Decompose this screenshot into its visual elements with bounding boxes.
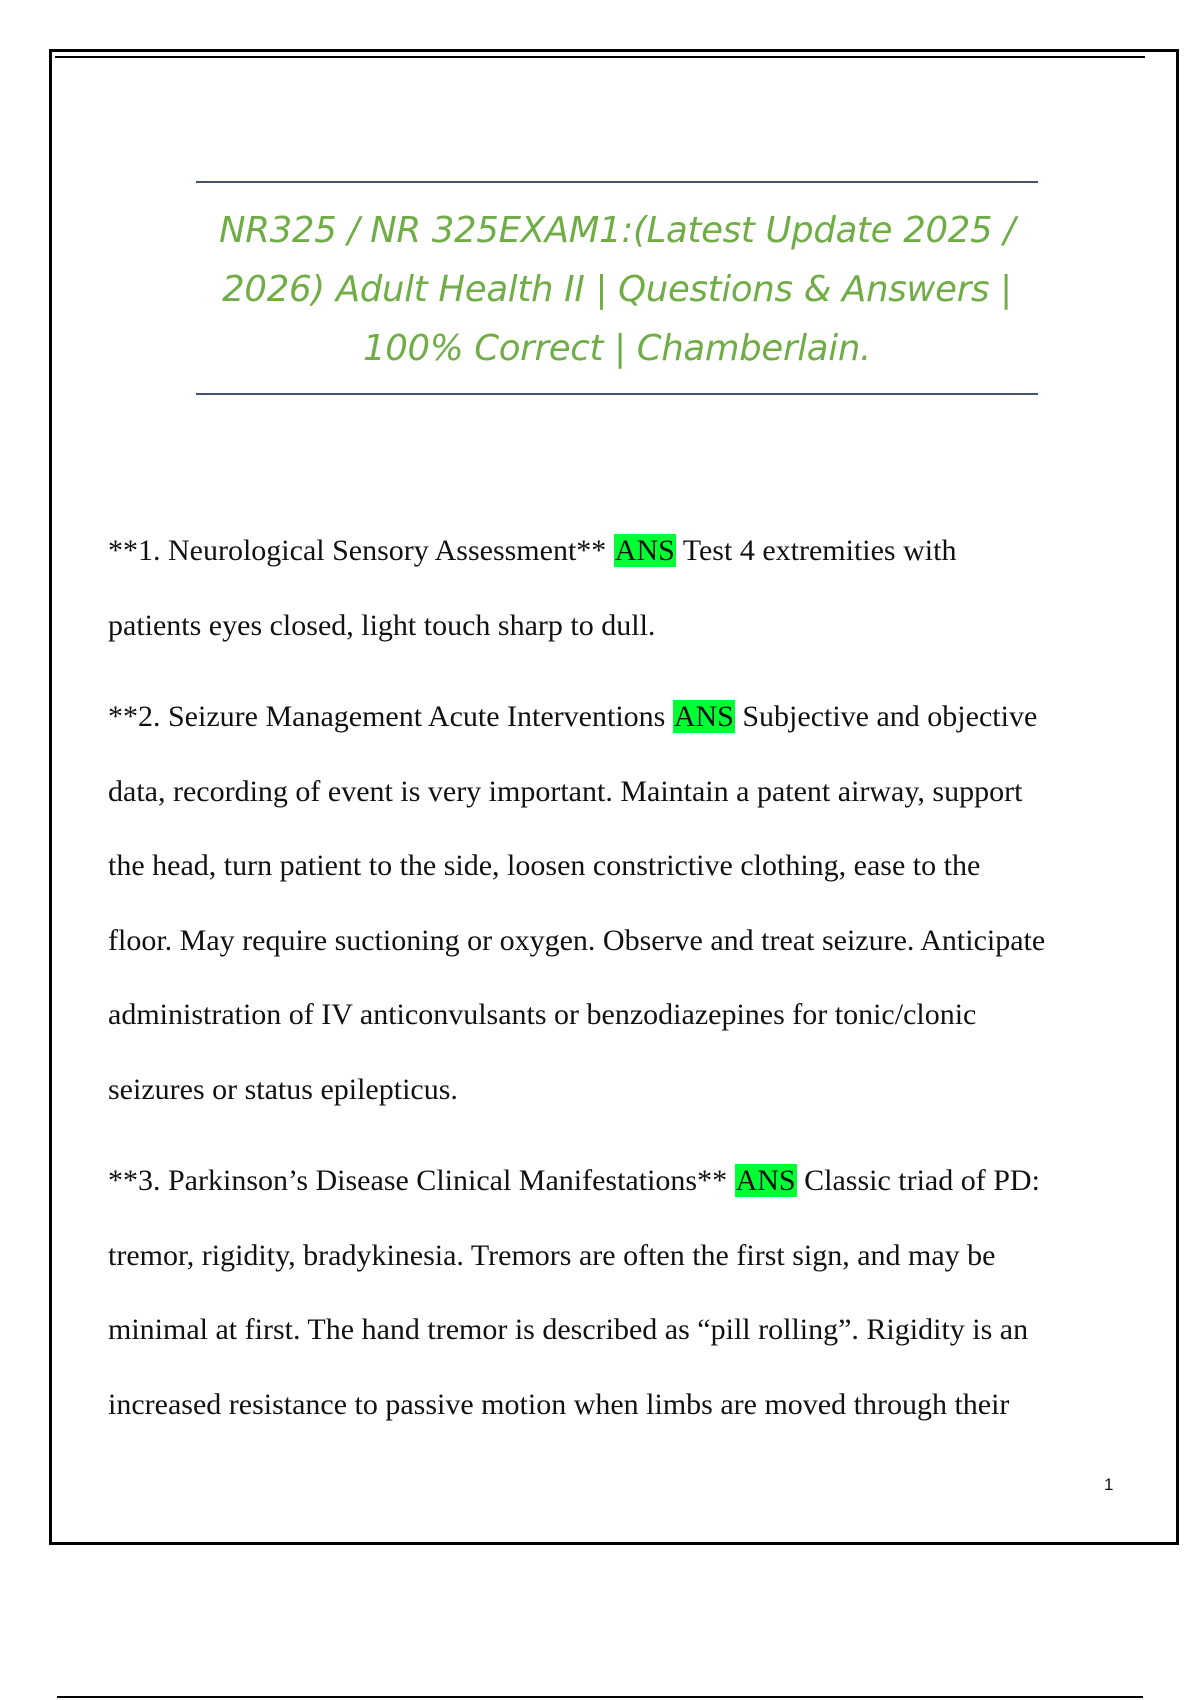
- answer-line: seizures or status epilepticus.: [108, 1072, 458, 1106]
- answer-text: Test 4 extremities with: [682, 534, 957, 567]
- qa-first-line: [108, 514, 1138, 589]
- question-label: **2. Seizure Management Acute Interventions: [108, 700, 666, 733]
- title-bottom-rule: [196, 393, 1038, 395]
- answer-line: increased resistance to passive motion when limbs are moved through their: [108, 1387, 1010, 1421]
- answer-line: minimal at first. The hand tremor is described as “pill rolling”. Rigidity is an: [108, 1313, 1029, 1346]
- answer-line: patients eyes closed, light touch sharp to dull.: [108, 608, 656, 642]
- page-top-rule: [55, 56, 1145, 58]
- answer-text: Classic triad of PD:: [804, 1164, 1040, 1197]
- qa-list: [108, 514, 1138, 1459]
- document-title: [160, 201, 1074, 378]
- title-line: 2026) Adult Health II | Questions & Answers |: [222, 269, 1012, 310]
- question-label: **3. Parkinson’s Disease Clinical Manifestations**: [108, 1164, 728, 1197]
- answer-line: the head, turn patient to the side, loosen constrictive clothing, ease to the: [108, 849, 981, 882]
- qa-item-1: [108, 514, 1138, 663]
- ans-highlight: ANS: [673, 700, 734, 733]
- answer-text: Subjective and objective: [742, 700, 1038, 733]
- qa-first-line: [108, 680, 1138, 755]
- answer-line: administration of IV anticonvulsants or benzodiazepines for tonic/clonic: [108, 998, 977, 1031]
- qa-item-3: [108, 1144, 1138, 1442]
- ans-highlight: ANS: [735, 1164, 796, 1197]
- title-line: NR325 / NR 325EXAM1:(Latest Update 2025 /: [219, 210, 1015, 251]
- title-line: 100% Correct | Chamberlain.: [362, 328, 872, 369]
- answer-line: floor. May require suctioning or oxygen. Observe and treat seizure. Anticipate: [108, 923, 1046, 957]
- qa-first-line: [108, 1144, 1138, 1219]
- qa-item-2: [108, 680, 1138, 1127]
- next-page-top-rule: [57, 1696, 1143, 1698]
- page-number: 1: [1104, 1475, 1114, 1494]
- answer-line: tremor, rigidity, bradykinesia. Tremors are often the first sign, and may be: [108, 1238, 996, 1272]
- title-top-rule: [196, 181, 1038, 183]
- question-label: **1. Neurological Sensory Assessment**: [108, 534, 607, 567]
- ans-highlight: ANS: [614, 534, 675, 567]
- answer-line: data, recording of event is very important. Maintain a patent airway, support: [108, 774, 1023, 808]
